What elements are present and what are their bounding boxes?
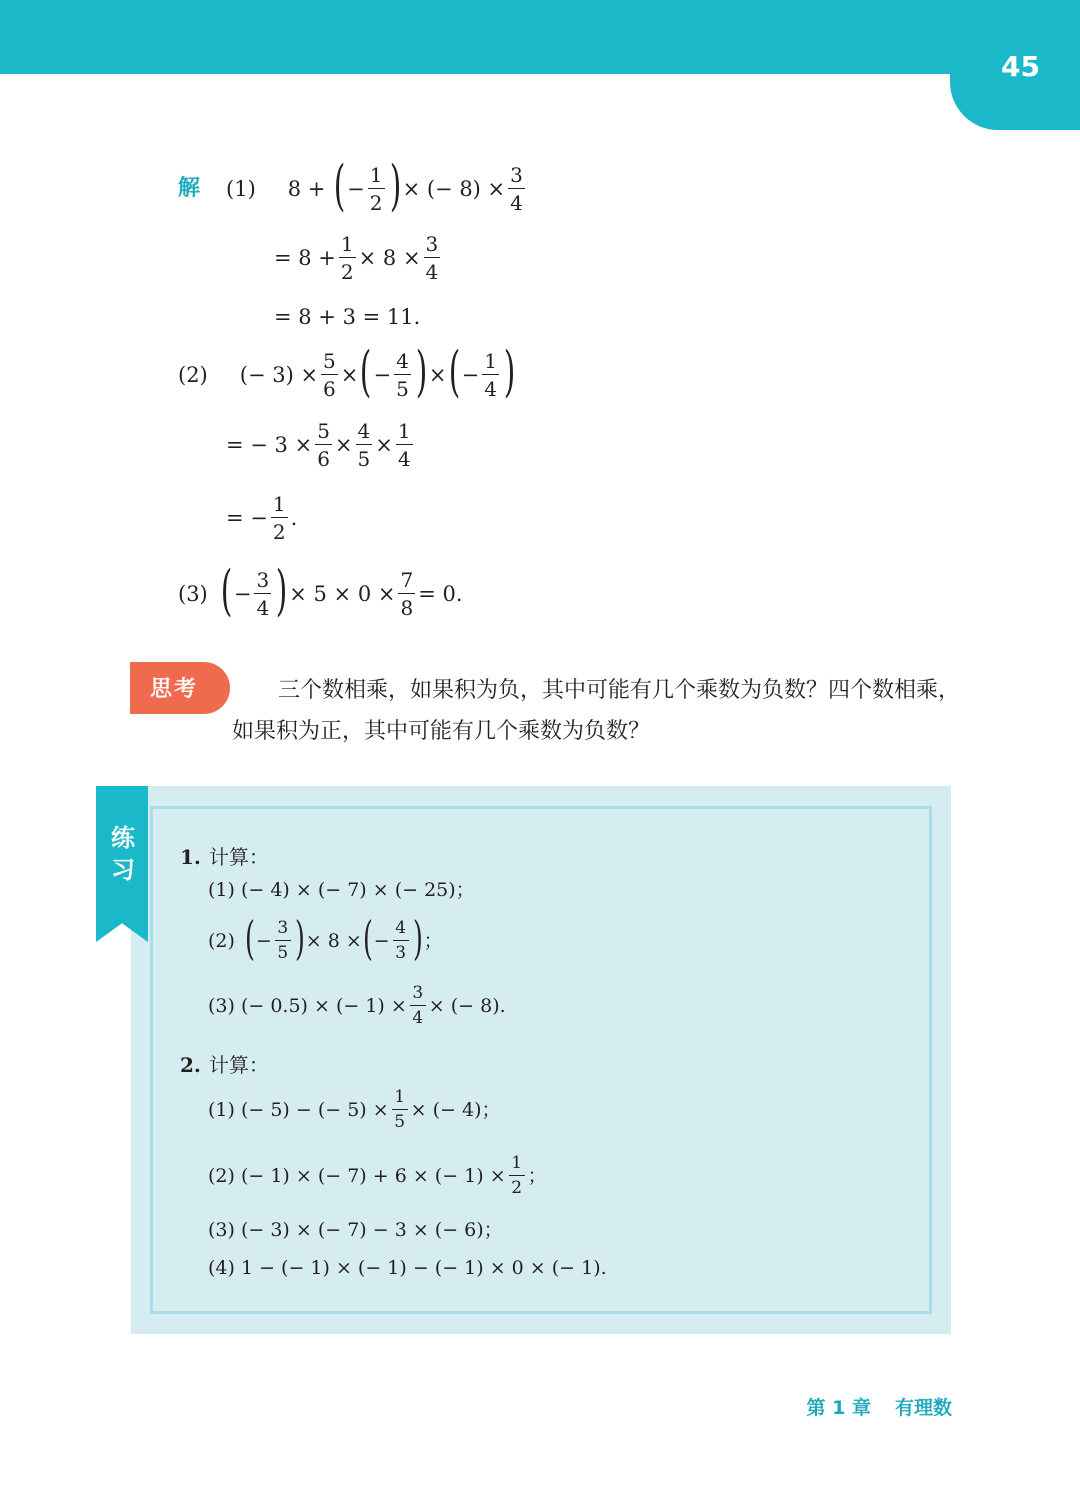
denominator: 5 <box>394 1112 406 1132</box>
exercise-2-item-1 <box>208 1089 501 1131</box>
item-number: (3) <box>178 581 208 606</box>
numerator: 1 <box>340 232 354 256</box>
fraction <box>254 570 271 618</box>
exercise-label-char-1: 练 <box>111 824 135 852</box>
expr-text: (4) 1 − (− 1) × (− 1) − (− 1) × 0 × (− 1). <box>208 1257 607 1279</box>
numerator: 4 <box>357 419 371 443</box>
numerator: 3 <box>256 568 270 592</box>
expr-text: × <box>375 432 393 457</box>
fraction <box>394 351 411 399</box>
exercise-1-item-3 <box>208 985 506 1027</box>
question-number: 1. <box>180 845 201 869</box>
expr-text: . <box>290 505 298 530</box>
exercise-2-item-4 <box>208 1259 607 1278</box>
exercise-1-item-2 <box>208 911 443 965</box>
denominator: 2 <box>340 260 354 284</box>
expr-text: = − 3 × <box>226 432 313 457</box>
chapter-title: 有理数 <box>894 1397 952 1419</box>
exercise-2-item-2 <box>208 1155 547 1197</box>
expr-text: = 8 + <box>274 245 336 270</box>
solution-1-line-3 <box>274 307 420 328</box>
numerator: 1 <box>397 419 411 443</box>
think-question: 三个数相乘，如果积为负，其中可能有几个乘数为负数？四个数相乘，如果积为正，其中可能有几个乘数为负数？ <box>232 678 961 744</box>
denominator: 5 <box>396 377 409 401</box>
right-paren: ) <box>294 911 305 965</box>
expr-text: ； <box>423 929 443 952</box>
expr-text: × 5 × 0 × <box>289 581 396 606</box>
minus-sign: − <box>373 362 392 387</box>
numerator: 3 <box>410 985 426 1006</box>
left-paren: ( <box>220 559 233 622</box>
denominator: 2 <box>369 191 383 215</box>
denominator: 4 <box>397 447 411 471</box>
expr-text: (2) (− 1) × (− 7) + 6 × (− 1) × <box>208 1164 506 1187</box>
denominator: 4 <box>510 191 523 215</box>
expr-text: × 8 × <box>358 245 421 270</box>
page-number: 45 <box>1001 50 1040 83</box>
minus-sign: − <box>233 581 252 606</box>
fraction <box>424 234 441 282</box>
question-title: 计算： <box>208 845 269 869</box>
fraction <box>398 570 415 618</box>
left-paren: ( <box>360 340 372 403</box>
denominator: 4 <box>256 596 270 620</box>
numerator: 3 <box>275 920 291 941</box>
fraction <box>482 351 499 399</box>
denominator: 3 <box>395 943 407 963</box>
numerator: 7 <box>400 568 414 592</box>
numerator: 3 <box>510 163 523 187</box>
denominator: 5 <box>277 943 289 963</box>
numerator: 1 <box>272 492 286 516</box>
numerator: 1 <box>392 1089 408 1110</box>
fraction <box>410 985 426 1027</box>
solution-2-line-1 <box>178 340 517 403</box>
numerator: 4 <box>396 349 409 373</box>
expr-text: (− 3) × <box>239 362 319 387</box>
right-paren: ) <box>275 559 288 622</box>
expr-text: = 0. <box>418 581 463 606</box>
expr-text: × 8 × <box>305 929 362 952</box>
denominator: 4 <box>484 377 497 401</box>
fraction <box>271 494 288 542</box>
numerator: 1 <box>509 1155 525 1176</box>
denominator: 4 <box>425 260 439 284</box>
denominator: 5 <box>357 447 371 471</box>
right-paren: ) <box>415 340 428 403</box>
denominator: 2 <box>272 520 286 544</box>
numerator: 3 <box>425 232 439 256</box>
expr-text: (1) (− 4) × (− 7) × (− 25)； <box>208 879 475 901</box>
minus-sign: − <box>255 929 272 952</box>
solution-1-line-1 <box>178 154 528 217</box>
left-paren: ( <box>362 911 373 965</box>
denominator: 4 <box>412 1008 424 1028</box>
expr-text: × <box>340 362 359 387</box>
expr-text: × (− 8). <box>428 994 506 1017</box>
fraction <box>392 1089 408 1131</box>
exercise-question-1 <box>180 841 269 870</box>
expr-text: 8 + <box>287 176 333 201</box>
expr-text: = − <box>226 505 268 530</box>
solution-2-line-3 <box>226 494 297 542</box>
expr-text: (3) (− 3) × (− 7) − 3 × (− 6)； <box>208 1219 503 1241</box>
right-paren: ) <box>412 911 423 965</box>
exercise-label-char-2: 习 <box>111 856 135 884</box>
numerator: 5 <box>323 349 336 373</box>
header-band <box>0 0 1080 74</box>
solution-3-line-1 <box>178 559 463 622</box>
item-number: (2) <box>208 929 235 952</box>
numerator: 4 <box>393 920 409 941</box>
fraction <box>508 165 525 213</box>
numerator: 1 <box>369 163 383 187</box>
fraction <box>315 421 332 469</box>
exercise-question-2 <box>180 1049 269 1078</box>
exercise-1-item-1 <box>208 881 475 900</box>
chapter-footer <box>807 1393 952 1420</box>
expr-text: (3) (− 0.5) × (− 1) × <box>208 994 407 1017</box>
fraction <box>356 421 373 469</box>
exercise-2-item-3 <box>208 1221 503 1240</box>
denominator: 2 <box>511 1178 523 1198</box>
fraction <box>368 165 385 213</box>
left-paren: ( <box>244 911 255 965</box>
item-number: (2) <box>178 362 208 387</box>
minus-sign: − <box>347 176 365 201</box>
expr-text: ； <box>527 1164 547 1187</box>
expr-text: × <box>428 362 447 387</box>
right-paren: ) <box>389 154 401 217</box>
fraction <box>509 1155 525 1197</box>
solution-1-line-2 <box>274 234 443 282</box>
denominator: 6 <box>317 447 330 471</box>
fraction <box>339 234 356 282</box>
expr-text: × (− 8) × <box>402 176 506 201</box>
think-label: 思考 <box>150 677 199 702</box>
minus-sign: − <box>461 362 480 387</box>
exercise-label <box>106 822 140 886</box>
fraction <box>321 351 338 399</box>
numerator: 5 <box>317 419 330 443</box>
right-paren: ) <box>503 340 516 403</box>
expr-text: = 8 + 3 = 11. <box>274 305 421 329</box>
solution-2-line-2 <box>226 421 416 469</box>
question-title: 计算： <box>208 1053 269 1077</box>
minus-sign: − <box>373 929 390 952</box>
expr-text: (1) (− 5) − (− 5) × <box>208 1098 389 1121</box>
numerator: 1 <box>484 349 497 373</box>
denominator: 6 <box>323 377 336 401</box>
fraction <box>393 920 409 962</box>
item-number: (1) <box>226 176 256 201</box>
expr-text: × (− 4)； <box>410 1098 501 1121</box>
chapter-number: 第 1 章 <box>806 1397 871 1419</box>
left-paren: ( <box>448 340 460 403</box>
denominator: 8 <box>400 596 414 620</box>
fraction <box>275 920 291 962</box>
fraction <box>396 421 413 469</box>
expr-text: × <box>334 432 353 457</box>
left-paren: ( <box>333 154 346 217</box>
solution-label: 解 <box>178 176 201 201</box>
question-number: 2. <box>180 1053 201 1077</box>
